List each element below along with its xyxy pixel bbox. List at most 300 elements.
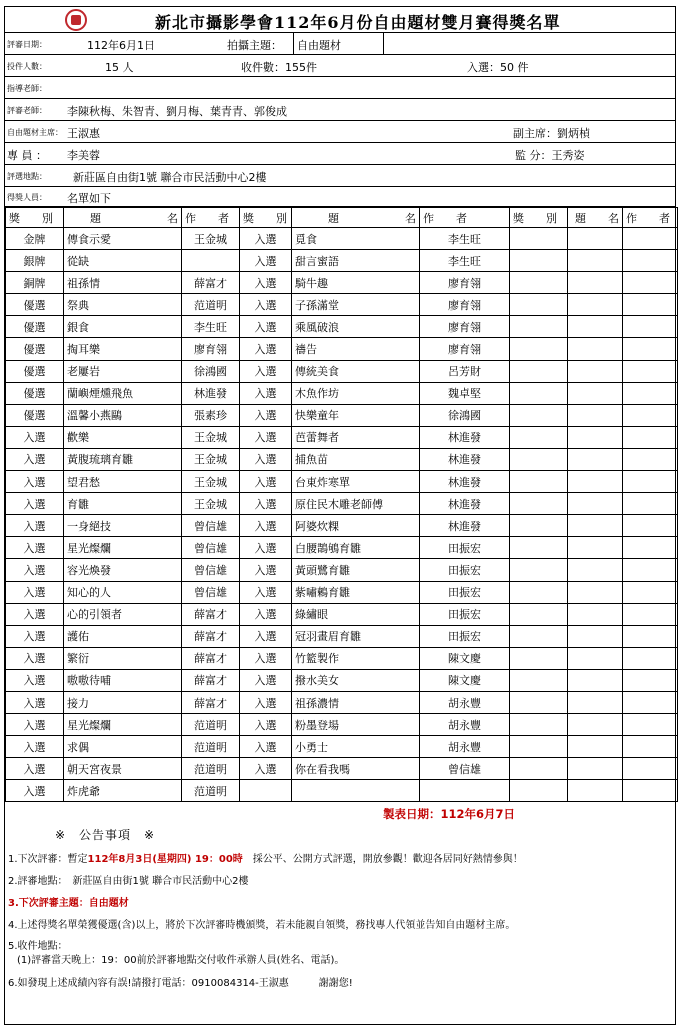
empty-cell [623, 294, 678, 316]
award-cell: 入選 [240, 471, 292, 493]
author-cell: 李生旺 [182, 316, 240, 338]
empty-cell [510, 559, 568, 581]
author-cell: 廖育翎 [420, 338, 510, 360]
award-cell: 入選 [6, 559, 64, 581]
title-cell: 木魚作坊 [292, 382, 420, 404]
table-row [6, 338, 678, 360]
title-cell: 黃頭鷺育雛 [292, 559, 420, 581]
judge-date: 112年6月1日 [87, 39, 155, 52]
table-header-cell: 題 名 [64, 208, 182, 228]
empty-cell [568, 537, 623, 559]
award-cell: 入選 [6, 691, 64, 713]
title-cell: 快樂童年 [292, 404, 420, 426]
award-cell: 入選 [240, 426, 292, 448]
title-cell: 炸虎爺 [64, 780, 182, 802]
award-cell: 入選 [240, 228, 292, 250]
award-cell [240, 780, 292, 802]
author-cell: 薛富才 [182, 669, 240, 691]
theme-label: 拍攝主題： [227, 39, 282, 52]
author-cell: 廖育翎 [420, 316, 510, 338]
award-cell: 入選 [6, 758, 64, 780]
author-cell: 林進發 [420, 448, 510, 470]
table-row [6, 647, 678, 669]
vice-chair: 副主席：劉炳楨 [513, 127, 590, 140]
table-row [6, 758, 678, 780]
award-cell: 優選 [6, 338, 64, 360]
table-header-cell: 題 名 [568, 208, 623, 228]
empty-cell [568, 471, 623, 493]
author-cell: 呂芳財 [420, 360, 510, 382]
empty-cell [510, 625, 568, 647]
table-header-cell: 作 者 [623, 208, 678, 228]
society-logo-icon [65, 9, 87, 31]
author-cell: 范道明 [182, 758, 240, 780]
author-cell: 廖育翎 [420, 272, 510, 294]
author-cell: 曾信雄 [182, 581, 240, 603]
title-cell: 星光燦爛 [64, 537, 182, 559]
empty-cell [623, 780, 678, 802]
empty-cell [568, 515, 623, 537]
venue-label: 評選地點： [7, 172, 47, 181]
empty-cell [568, 316, 623, 338]
notice-item-3: 3.下次評審主題：自由題材 [8, 898, 129, 910]
empty-cell [510, 736, 568, 758]
empty-cell [623, 603, 678, 625]
notice-heading: ※ 公告事項 ※ [55, 828, 156, 843]
empty-cell [510, 758, 568, 780]
judges-label: 評審老師： [7, 106, 47, 115]
author-cell: 王金城 [182, 471, 240, 493]
title-cell: 育雛 [64, 493, 182, 515]
judges: 李陳秋梅、朱智青、劉月梅、葉青青、郭俊成 [67, 105, 287, 118]
title-cell: 老屢岩 [64, 360, 182, 382]
award-cell: 入選 [240, 382, 292, 404]
author-cell [420, 780, 510, 802]
empty-cell [510, 471, 568, 493]
empty-cell [623, 228, 678, 250]
empty-cell [510, 228, 568, 250]
author-cell: 廖育翎 [182, 338, 240, 360]
empty-cell [623, 669, 678, 691]
award-cell: 金牌 [6, 228, 64, 250]
author-cell: 王金城 [182, 493, 240, 515]
notice-item-5: 5.收件地點： [8, 941, 68, 953]
title-cell: 祖孫濃情 [292, 691, 420, 713]
empty-cell [568, 338, 623, 360]
title-cell: 繁衍 [64, 647, 182, 669]
title-cell: 祖孫情 [64, 272, 182, 294]
empty-cell [568, 272, 623, 294]
author-cell: 薛富才 [182, 603, 240, 625]
table-header-cell: 獎 別 [510, 208, 568, 228]
empty-cell [568, 493, 623, 515]
title-cell: 台東炸寒單 [292, 471, 420, 493]
award-cell: 入選 [6, 714, 64, 736]
table-row [6, 515, 678, 537]
title-cell: 捕魚苗 [292, 448, 420, 470]
author-cell: 曾信雄 [420, 758, 510, 780]
empty-cell [623, 250, 678, 272]
table-row [6, 691, 678, 713]
award-cell: 入選 [6, 426, 64, 448]
author-cell: 曾信雄 [182, 537, 240, 559]
empty-cell [568, 691, 623, 713]
author-cell [182, 250, 240, 272]
empty-cell [623, 338, 678, 360]
table-row [6, 228, 678, 250]
author-cell: 王金城 [182, 228, 240, 250]
entrants-label: 投件人數： [7, 62, 47, 71]
tabulation-date: 製表日期：112年6月7日 [383, 807, 516, 822]
chair: 王淑惠 [67, 127, 100, 140]
empty-cell [568, 625, 623, 647]
next-judging-date: 112年8月3日(星期四) 19：00時 [87, 854, 243, 866]
award-cell: 入選 [240, 493, 292, 515]
award-cell: 入選 [240, 404, 292, 426]
empty-cell [623, 515, 678, 537]
table-row [6, 250, 678, 272]
empty-cell [510, 780, 568, 802]
author-cell: 王金城 [182, 426, 240, 448]
author-cell: 林進發 [420, 493, 510, 515]
table-header-cell: 作 者 [182, 208, 240, 228]
author-cell: 林進發 [420, 515, 510, 537]
author-cell: 田振宏 [420, 625, 510, 647]
info-row-date [5, 33, 675, 55]
title-cell: 掏耳樂 [64, 338, 182, 360]
title-cell: 望君愁 [64, 471, 182, 493]
table-row [6, 493, 678, 515]
title-cell: 一身絕技 [64, 515, 182, 537]
award-cell: 優選 [6, 360, 64, 382]
empty-cell [568, 736, 623, 758]
table-row [6, 360, 678, 382]
author-cell: 徐鴻國 [182, 360, 240, 382]
notice-item-1-suffix: 採公平、公開方式評選，開放參觀！歡迎各居同好熱情參與！ [242, 854, 523, 866]
empty-cell [510, 272, 568, 294]
info-row-venue [5, 165, 675, 187]
author-cell: 范道明 [182, 736, 240, 758]
table-header-cell: 作 者 [420, 208, 510, 228]
empty-cell [623, 360, 678, 382]
commissioner-label: 專 員 ： [7, 149, 47, 162]
author-cell: 薛富才 [182, 647, 240, 669]
notice-item-1-prefix: 1.下次評審：暫定 [8, 854, 88, 866]
table-row [6, 603, 678, 625]
author-cell: 王金城 [182, 448, 240, 470]
empty-cell [510, 669, 568, 691]
author-cell: 胡永豐 [420, 691, 510, 713]
title-cell: 容光煥發 [64, 559, 182, 581]
empty-cell [568, 228, 623, 250]
award-cell: 入選 [240, 250, 292, 272]
author-cell: 李生旺 [420, 228, 510, 250]
author-cell: 田振宏 [420, 581, 510, 603]
empty-cell [510, 647, 568, 669]
empty-cell [623, 647, 678, 669]
empty-cell [568, 714, 623, 736]
title-cell: 朝天宮夜景 [64, 758, 182, 780]
awards-table [5, 207, 678, 802]
author-cell: 張素珍 [182, 404, 240, 426]
award-cell: 入選 [240, 581, 292, 603]
entrants: 15 人 [105, 61, 134, 74]
empty-cell [568, 669, 623, 691]
empty-cell [623, 581, 678, 603]
venue: 新莊區自由街1號 聯合市民活動中心2樓 [73, 171, 267, 184]
title-cell: 歡樂 [64, 426, 182, 448]
table-header-cell: 獎 別 [240, 208, 292, 228]
empty-cell [623, 714, 678, 736]
table-header-cell: 獎 別 [6, 208, 64, 228]
title-cell: 黃腹琉璃育雛 [64, 448, 182, 470]
empty-cell [510, 537, 568, 559]
info-row-chair [5, 121, 675, 143]
empty-cell [623, 691, 678, 713]
selected-count: 入選：50 件 [467, 61, 529, 74]
author-cell: 曾信雄 [182, 515, 240, 537]
author-cell: 陳文慶 [420, 669, 510, 691]
award-cell: 入選 [240, 647, 292, 669]
award-cell: 入選 [240, 360, 292, 382]
advisor-label: 指導老師： [7, 84, 47, 93]
author-cell: 田振宏 [420, 559, 510, 581]
title-cell: 護佑 [64, 625, 182, 647]
info-row-commissioner [5, 143, 675, 165]
author-cell: 田振宏 [420, 603, 510, 625]
table-row [6, 581, 678, 603]
notice-item-6: 6.如發現上述成績內容有誤!請撥打電話：0910084314-王淑惠 謝謝您! [8, 978, 353, 990]
author-cell: 胡永豐 [420, 714, 510, 736]
title-cell: 傳統美食 [292, 360, 420, 382]
title-cell: 白腰鵲鴝育雛 [292, 537, 420, 559]
empty-cell [568, 448, 623, 470]
empty-cell [623, 272, 678, 294]
table-row [6, 625, 678, 647]
title-cell: 原住民木雕老師傅 [292, 493, 420, 515]
empty-cell [623, 493, 678, 515]
empty-cell [623, 382, 678, 404]
title-row [5, 7, 675, 33]
empty-cell [623, 736, 678, 758]
award-cell: 入選 [240, 537, 292, 559]
table-row [6, 316, 678, 338]
award-cell: 入選 [240, 559, 292, 581]
empty-cell [510, 448, 568, 470]
award-cell: 入選 [6, 736, 64, 758]
title-cell: 冠羽畫眉育雛 [292, 625, 420, 647]
author-cell: 薛富才 [182, 625, 240, 647]
empty-cell [568, 382, 623, 404]
award-cell: 銅牌 [6, 272, 64, 294]
empty-cell [510, 493, 568, 515]
empty-cell [510, 714, 568, 736]
info-row-advisor [5, 77, 675, 99]
empty-cell [568, 647, 623, 669]
info-row-judges [5, 99, 675, 121]
title-cell: 子孫滿堂 [292, 294, 420, 316]
award-cell: 入選 [240, 669, 292, 691]
empty-cell [568, 426, 623, 448]
empty-cell [510, 581, 568, 603]
table-row [6, 426, 678, 448]
title-cell: 求偶 [64, 736, 182, 758]
empty-cell [623, 426, 678, 448]
notice-section [5, 802, 675, 1022]
empty-cell [568, 250, 623, 272]
author-cell: 范道明 [182, 780, 240, 802]
notice-item-5-detail: (1)評審當天晚上：19：00前於評審地點交付收件承辦人員(姓名、電話)。 [17, 955, 345, 967]
table-row [6, 382, 678, 404]
commissioner: 李美蓉 [67, 149, 100, 162]
empty-cell [568, 758, 623, 780]
author-cell: 田振宏 [420, 537, 510, 559]
award-cell: 入選 [240, 736, 292, 758]
table-row [6, 448, 678, 470]
empty-cell [568, 603, 623, 625]
empty-cell [623, 559, 678, 581]
award-cell: 入選 [6, 581, 64, 603]
table-row [6, 272, 678, 294]
empty-cell [510, 426, 568, 448]
table-row [6, 471, 678, 493]
award-cell: 入選 [240, 316, 292, 338]
notice-item-4: 4.上述得獎名單榮獲優選(含)以上，將於下次評審時機頒獎，若未能親自領獎，務找專人代領並告知自由題材主席。 [8, 920, 516, 932]
empty-cell [510, 316, 568, 338]
author-cell: 范道明 [182, 714, 240, 736]
table-row [6, 559, 678, 581]
author-cell: 李生旺 [420, 250, 510, 272]
author-cell: 廖育翎 [420, 294, 510, 316]
title-cell: 銀食 [64, 316, 182, 338]
title-cell: 星光燦爛 [64, 714, 182, 736]
award-cell: 入選 [240, 272, 292, 294]
award-cell: 入選 [6, 625, 64, 647]
empty-cell [623, 537, 678, 559]
award-cell: 入選 [6, 603, 64, 625]
award-cell: 入選 [240, 714, 292, 736]
theme: 自由題材 [297, 39, 341, 52]
empty-cell [510, 515, 568, 537]
title-cell: 溫馨小燕鷗 [64, 404, 182, 426]
page-title: 新北市攝影學會112年6月份自由題材雙月賽得獎名單 [155, 13, 561, 32]
table-header-cell: 題 名 [292, 208, 420, 228]
award-cell: 銀牌 [6, 250, 64, 272]
table-row [6, 537, 678, 559]
award-cell: 入選 [240, 294, 292, 316]
notice-item-1 [8, 850, 523, 865]
author-cell: 曾信雄 [182, 559, 240, 581]
title-cell: 騎牛趣 [292, 272, 420, 294]
empty-cell [568, 404, 623, 426]
chair-label: 自由題材主席： [7, 128, 63, 137]
title-cell: 甜言蜜語 [292, 250, 420, 272]
empty-cell [568, 360, 623, 382]
title-cell: 綠繡眼 [292, 603, 420, 625]
awards-table-body [6, 228, 678, 802]
title-cell: 覓食 [292, 228, 420, 250]
table-row [6, 714, 678, 736]
title-cell: 紫嘯鶇育雛 [292, 581, 420, 603]
award-cell: 入選 [6, 780, 64, 802]
empty-cell [510, 382, 568, 404]
received-count: 收件數：155件 [241, 61, 317, 74]
award-cell: 優選 [6, 294, 64, 316]
table-row [6, 294, 678, 316]
award-cell: 入選 [240, 758, 292, 780]
empty-cell [568, 581, 623, 603]
title-cell: 蘭嶼煙燻飛魚 [64, 382, 182, 404]
empty-cell [510, 294, 568, 316]
author-cell: 胡永豐 [420, 736, 510, 758]
title-cell: 阿婆炊粿 [292, 515, 420, 537]
author-cell: 魏卓堅 [420, 382, 510, 404]
title-cell: 粉墨登場 [292, 714, 420, 736]
author-cell: 林進發 [420, 426, 510, 448]
title-cell: 乘風破浪 [292, 316, 420, 338]
award-cell: 入選 [6, 515, 64, 537]
empty-cell [510, 404, 568, 426]
title-cell: 撥水美女 [292, 669, 420, 691]
empty-cell [623, 316, 678, 338]
empty-cell [510, 360, 568, 382]
award-cell: 入選 [6, 448, 64, 470]
title-cell: 心的引領者 [64, 603, 182, 625]
title-cell: 從缺 [64, 250, 182, 272]
empty-cell [568, 559, 623, 581]
info-row-winners [5, 187, 675, 207]
award-cell: 入選 [6, 493, 64, 515]
winners-label: 得獎人員： [7, 193, 47, 202]
award-cell: 入選 [6, 647, 64, 669]
award-cell: 優選 [6, 404, 64, 426]
table-row [6, 669, 678, 691]
empty-cell [510, 691, 568, 713]
award-cell: 優選 [6, 316, 64, 338]
empty-cell [623, 625, 678, 647]
award-cell: 入選 [240, 691, 292, 713]
award-cell: 入選 [6, 471, 64, 493]
empty-cell [568, 294, 623, 316]
award-cell: 入選 [240, 338, 292, 360]
table-row [6, 736, 678, 758]
author-cell: 陳文慶 [420, 647, 510, 669]
empty-cell [623, 404, 678, 426]
title-cell: 禱告 [292, 338, 420, 360]
judge-date-label: 評審日期： [7, 40, 47, 49]
empty-cell [623, 448, 678, 470]
award-sheet [4, 6, 676, 1025]
title-cell: 傳食示愛 [64, 228, 182, 250]
title-cell: 祭典 [64, 294, 182, 316]
title-cell: 嗷嗷待哺 [64, 669, 182, 691]
supervisor: 監 分：王秀姿 [515, 149, 585, 162]
notice-item-2: 2.評審地點： 新莊區自由街1號 聯合市民活動中心2樓 [8, 876, 249, 888]
empty-cell [510, 603, 568, 625]
empty-cell [510, 338, 568, 360]
award-cell: 入選 [6, 537, 64, 559]
author-cell: 薛富才 [182, 691, 240, 713]
author-cell: 徐鴻國 [420, 404, 510, 426]
info-row-entrants [5, 55, 675, 77]
empty-cell [568, 780, 623, 802]
author-cell: 林進發 [420, 471, 510, 493]
award-cell: 入選 [6, 669, 64, 691]
author-cell: 范道明 [182, 294, 240, 316]
award-cell: 入選 [240, 515, 292, 537]
title-cell: 知心的人 [64, 581, 182, 603]
award-cell: 入選 [240, 448, 292, 470]
